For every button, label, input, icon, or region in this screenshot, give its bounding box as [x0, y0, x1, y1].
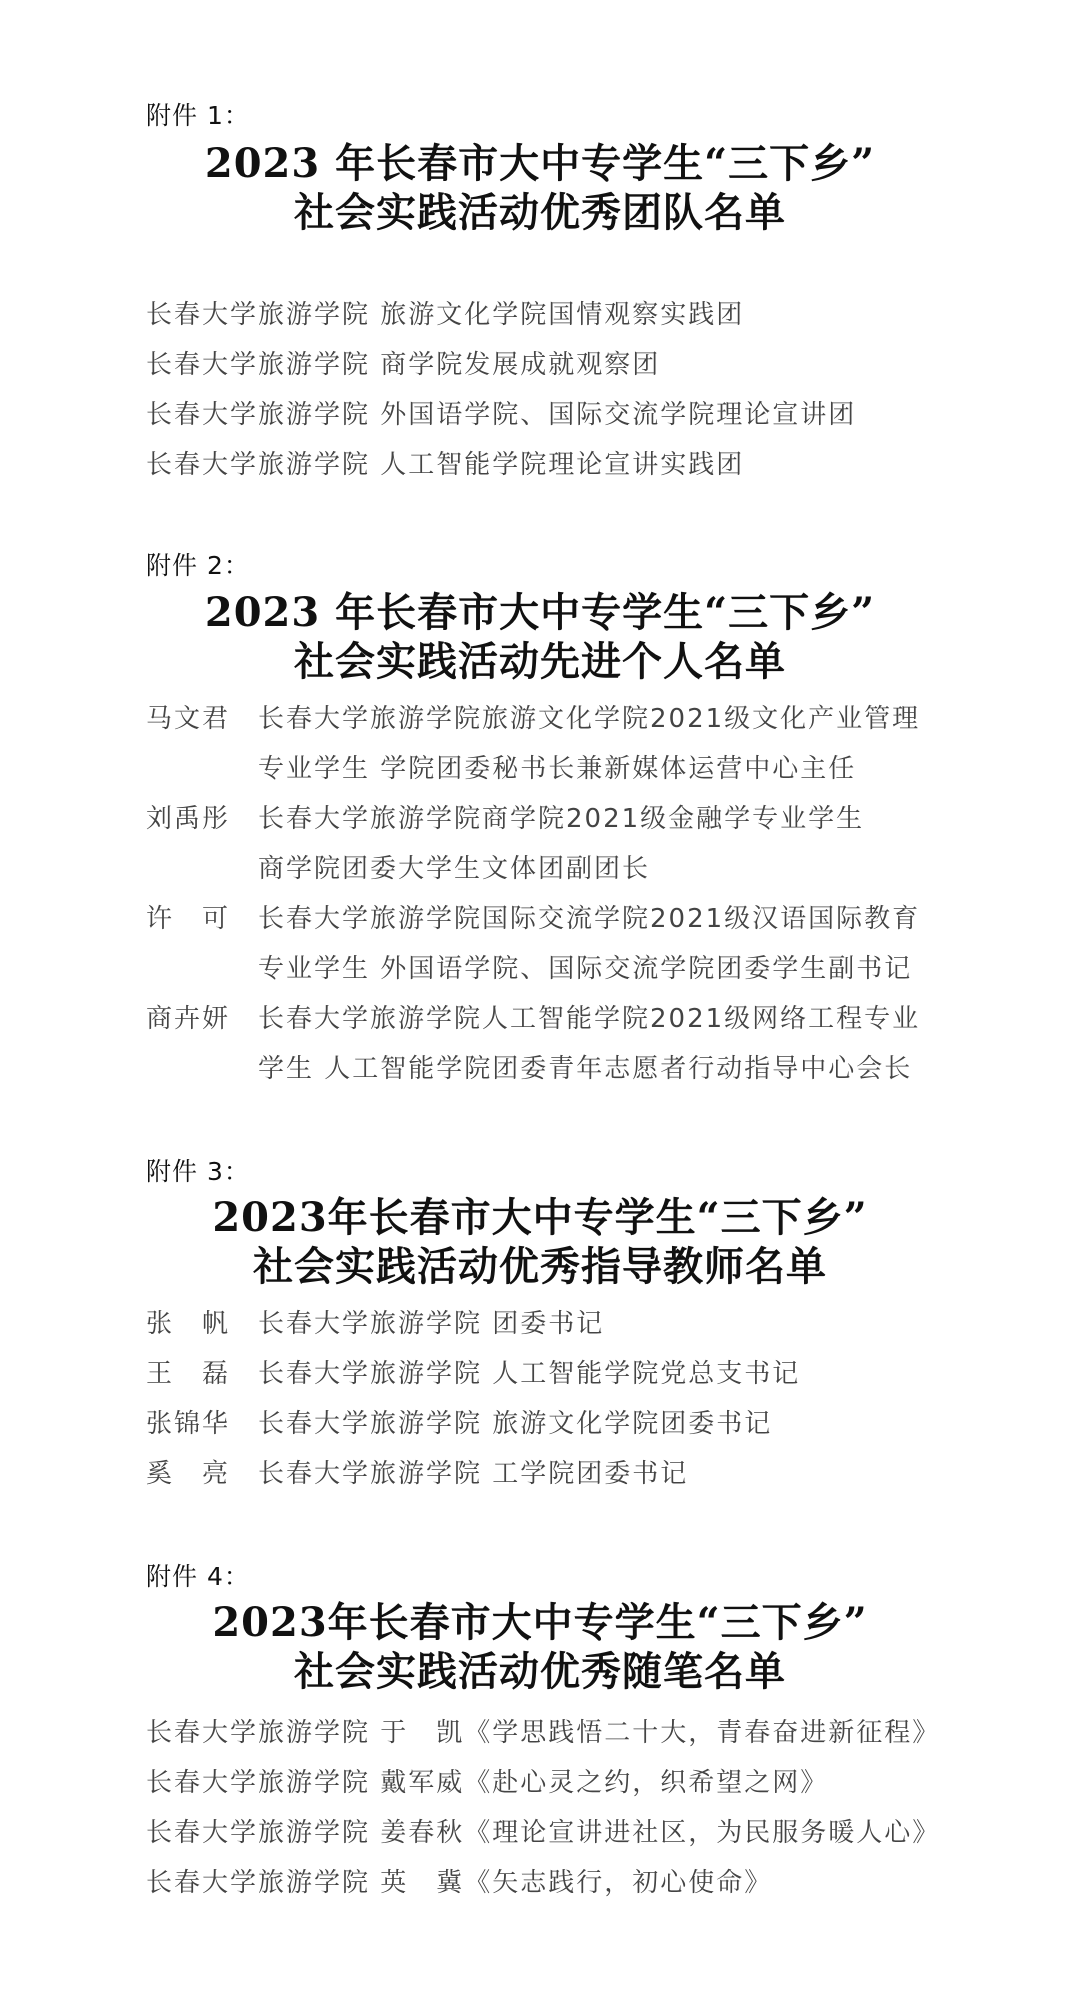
attachment-title-line2: 社会实践活动先进个人名单 — [294, 638, 786, 685]
team-item: 长春大学旅游学院 人工智能学院理论宣讲实践团 — [146, 450, 745, 480]
teacher-desc: 长春大学旅游学院 工学院团委书记 — [258, 1459, 689, 1489]
teacher-name: 张锦华 — [146, 1409, 231, 1439]
teacher-desc: 长春大学旅游学院 旅游文化学院团委书记 — [258, 1409, 773, 1439]
essay-item: 长春大学旅游学院 英 冀《矢志践行，初心使命》 — [146, 1868, 773, 1898]
essay-item: 长春大学旅游学院 戴军威《赴心灵之约，织希望之网》 — [146, 1768, 829, 1798]
person-desc-line1: 长春大学旅游学院国际交流学院2021级汉语国际教育 — [258, 904, 921, 934]
person-desc-line1: 长春大学旅游学院旅游文化学院2021级文化产业管理 — [258, 704, 921, 734]
person-desc-line2: 学生 人工智能学院团委青年志愿者行动指导中心会长 — [258, 1054, 913, 1084]
teacher-name: 张 帆 — [146, 1309, 231, 1339]
person-desc-line2: 专业学生 外国语学院、国际交流学院团委学生副书记 — [258, 954, 913, 984]
person-desc-line2: 专业学生 学院团委秘书长兼新媒体运营中心主任 — [258, 754, 857, 784]
attachment-label: 附件 4： — [146, 1562, 250, 1591]
attachment-label: 附件 2： — [146, 551, 250, 580]
teacher-desc: 长春大学旅游学院 团委书记 — [258, 1309, 605, 1339]
attachment-title-line1: 2023年长春市大中专学生“三下乡” — [212, 1194, 868, 1241]
person-name: 马文君 — [146, 704, 231, 734]
person-name: 刘禹彤 — [146, 804, 231, 834]
essay-item: 长春大学旅游学院 于 凯《学思践悟二十大，青春奋进新征程》 — [146, 1718, 941, 1748]
teacher-name: 奚 亮 — [146, 1459, 231, 1489]
attachment-title-line1: 2023 年长春市大中专学生“三下乡” — [204, 589, 876, 636]
attachment-label: 附件 1： — [146, 101, 250, 130]
person-name: 商卉妍 — [146, 1004, 231, 1034]
attachment-title-line1: 2023 年长春市大中专学生“三下乡” — [204, 140, 876, 187]
team-item: 长春大学旅游学院 外国语学院、国际交流学院理论宣讲团 — [146, 400, 857, 430]
teacher-name: 王 磊 — [146, 1359, 231, 1389]
person-name: 许 可 — [146, 904, 231, 934]
team-item: 长春大学旅游学院 旅游文化学院国情观察实践团 — [146, 300, 745, 330]
attachment-title-line2: 社会实践活动优秀随笔名单 — [294, 1648, 786, 1695]
attachment-title-line2: 社会实践活动优秀团队名单 — [294, 189, 786, 236]
person-desc-line1: 长春大学旅游学院人工智能学院2021级网络工程专业 — [258, 1004, 921, 1034]
team-item: 长春大学旅游学院 商学院发展成就观察团 — [146, 350, 661, 380]
attachment-title-line2: 社会实践活动优秀指导教师名单 — [253, 1243, 827, 1290]
person-desc-line2: 商学院团委大学生文体团副团长 — [258, 854, 651, 884]
attachment-title-line1: 2023年长春市大中专学生“三下乡” — [212, 1599, 868, 1646]
essay-item: 长春大学旅游学院 姜春秋《理论宣讲进社区，为民服务暖人心》 — [146, 1818, 941, 1848]
teacher-desc: 长春大学旅游学院 人工智能学院党总支书记 — [258, 1359, 801, 1389]
person-desc-line1: 长春大学旅游学院商学院2021级金融学专业学生 — [258, 804, 865, 834]
attachment-label: 附件 3： — [146, 1157, 250, 1186]
